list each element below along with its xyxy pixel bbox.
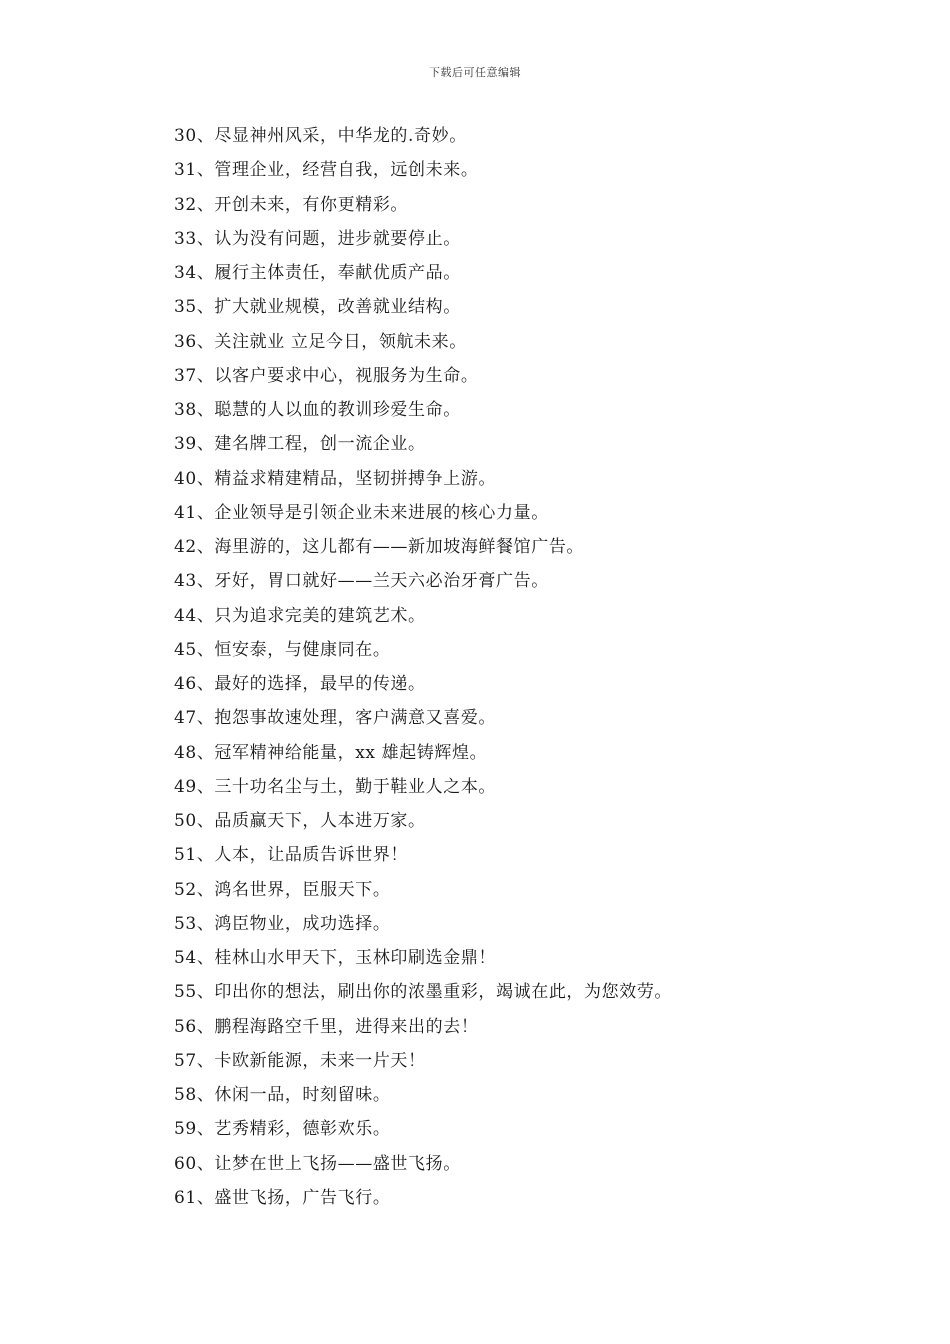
list-item: 32、开创未来，有你更精彩。 xyxy=(174,194,409,215)
list-item: 37、以客户要求中心，视服务为生命。 xyxy=(174,365,479,386)
list-item: 40、精益求精建精品，坚韧拼搏争上游。 xyxy=(174,468,497,489)
list-item: 52、鸿名世界，臣服天下。 xyxy=(174,879,391,900)
list-item: 48、冠军精神给能量，xx 雄起铸辉煌。 xyxy=(174,742,488,763)
list-item: 33、认为没有问题，进步就要停止。 xyxy=(174,228,461,249)
list-item: 46、最好的选择，最早的传递。 xyxy=(174,674,426,694)
list-item: 30、尽显神州风采，中华龙的.奇妙。 xyxy=(174,126,467,146)
list-item: 51、人本，让品质告诉世界！ xyxy=(174,845,409,866)
list-item: 38、聪慧的人以血的教训珍爱生命。 xyxy=(174,400,461,420)
list-item: 58、休闲一品，时刻留味。 xyxy=(174,1085,391,1105)
list-item: 31、管理企业，经营自我，远创未来。 xyxy=(174,160,479,181)
list-item: 39、建名牌工程，创一流企业。 xyxy=(174,434,426,455)
list-item: 42、海里游的，这儿都有——新加坡海鲜餐馆广告。 xyxy=(174,537,585,557)
list-item: 61、盛世飞扬，广告飞行。 xyxy=(174,1187,391,1208)
list-item: 55、印出你的想法，刷出你的浓墨重彩，竭诚在此，为您效劳。 xyxy=(174,982,673,1003)
list-item: 49、三十功名尘与土，勤于鞋业人之本。 xyxy=(174,776,497,797)
list-item: 35、扩大就业规模，改善就业结构。 xyxy=(174,297,461,318)
list-item: 53、鸿臣物业，成功选择。 xyxy=(174,913,391,934)
list-item: 34、履行主体责任，奉献优质产品。 xyxy=(174,263,461,283)
list-item: 59、艺秀精彩，德彰欢乐。 xyxy=(174,1119,391,1140)
slogan-list xyxy=(174,122,894,1218)
list-item: 36、关注就业 立足今日，领航未来。 xyxy=(174,331,467,352)
list-item: 60、让梦在世上飞扬——盛世飞扬。 xyxy=(174,1153,461,1174)
list-item: 47、抱怨事故速处理，客户满意又喜爱。 xyxy=(174,708,497,729)
list-item: 56、鹏程海路空千里，进得来出的去！ xyxy=(174,1016,479,1037)
list-item: 50、品质赢天下，人本进万家。 xyxy=(174,811,426,831)
list-item: 54、桂林山水甲天下，玉林印刷选金鼎！ xyxy=(174,948,497,968)
list-item: 41、企业领导是引领企业未来进展的核心力量。 xyxy=(174,502,549,523)
list-item: 45、恒安泰，与健康同在。 xyxy=(174,639,391,660)
list-item: 57、卡欧新能源，未来一片天！ xyxy=(174,1050,426,1071)
list-item: 44、只为追求完美的建筑艺术。 xyxy=(174,605,426,626)
page-header: 下载后可任意编辑 xyxy=(429,66,521,79)
list-item: 43、牙好，胃口就好——兰天六必治牙膏广告。 xyxy=(174,571,549,592)
